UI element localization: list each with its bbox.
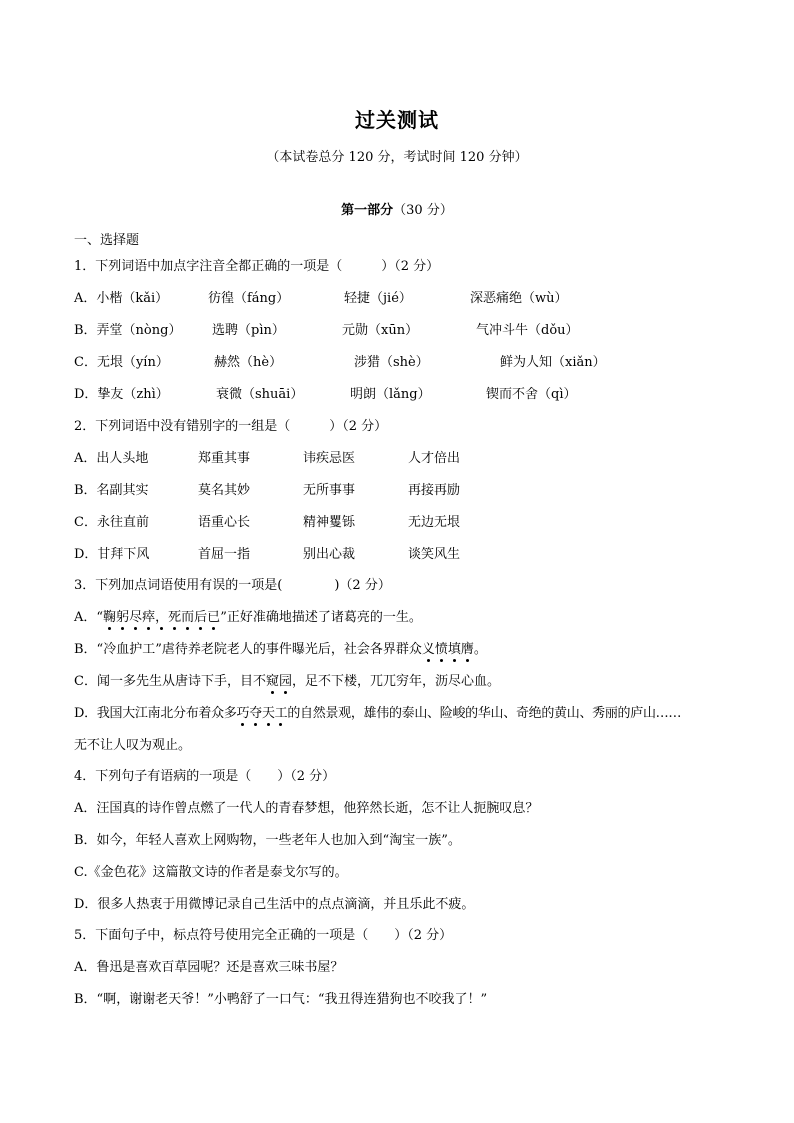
q2-b-2: 莫名其妙	[198, 483, 251, 498]
page-title: 过关测试	[355, 108, 439, 132]
q4-stem: 4．下列句子有语病的一项是（ ）（2 分）	[74, 769, 336, 784]
emphasis-dot-char: 义	[421, 642, 435, 657]
q2-b-1: B．名副其实	[74, 483, 149, 498]
q2-d-1: D．甘拜下风	[74, 547, 150, 562]
q2-b-3: 无所事事	[303, 483, 356, 498]
q1-d-1: D．挚友（zhì）	[74, 387, 169, 402]
q3-d-prefix: D．我国大江南北分布着众多	[74, 706, 237, 721]
q3-c-dotted-word	[266, 674, 292, 689]
emphasis-dot-char: 膺	[460, 642, 474, 657]
q2-d-2: 首屈一指	[198, 547, 251, 562]
emphasis-dot-char: 瘁	[142, 610, 156, 625]
emphasis-dot-char: 死	[168, 610, 182, 625]
emphasis-dot-char: 工	[274, 706, 288, 721]
q1-d-2: 衰微（shuāi）	[216, 387, 304, 402]
q1-b-2: 选聘（pìn）	[212, 323, 285, 338]
q1-stem: 1．下列词语中加点字注音全都正确的一项是（ ）（2 分）	[74, 259, 440, 274]
emphasis-dot-char: 尽	[129, 610, 143, 625]
q3-stem: 3．下列加点词语使用有误的一项是( )（2 分）	[74, 578, 391, 593]
q3-c-suffix: ，足不下楼，兀兀穷年，沥尽心血。	[291, 674, 500, 689]
emphasis-dot-char: 躬	[116, 610, 130, 625]
q2-d-4: 谈笑风生	[408, 547, 461, 562]
q3-a-prefix: A．“	[74, 610, 104, 625]
part-title: 第一部分	[341, 203, 394, 218]
q1-b-4: 气冲斗牛（dǒu）	[476, 323, 579, 338]
q2-a-3: 讳疾忌医	[303, 451, 356, 466]
q1-d-4: 锲而不舍（qì）	[486, 387, 577, 402]
q2-a-2: 郑重其事	[198, 451, 251, 466]
emphasis-dot-char: 天	[261, 706, 275, 721]
q2-c-2: 语重心长	[198, 515, 251, 530]
q1-a-1: A．小楷（kǎi）	[74, 291, 169, 306]
q2-b-4: 再接再励	[408, 483, 461, 498]
q4-option-b: B．如今，年轻人喜欢上网购物，一些老年人也加入到“淘宝一族”。	[74, 833, 461, 848]
q2-a-1: A．出人头地	[74, 451, 149, 466]
emphasis-dot-char: 愤	[434, 642, 448, 657]
q5-option-a: A．鲁迅是喜欢百草园呢？还是喜欢三味书屋？	[74, 960, 344, 975]
q2-c-3: 精神矍铄	[303, 515, 356, 530]
q3-c-prefix: C．闻一多先生从唐诗下手，目不	[74, 674, 266, 689]
emphasis-dot-char: 而	[181, 610, 195, 625]
q3-b-prefix: B．“冷血护工”虐待养老院老人的事件曝光后，社会各界群众	[74, 642, 422, 657]
part-score: （30 分）	[393, 203, 453, 218]
q1-c-3: 涉猎（shè）	[354, 355, 429, 370]
q3-option-a	[74, 606, 422, 625]
q1-b-3: 元勋（xūn）	[342, 323, 419, 338]
q4-option-c: C.《金色花》这篇散文诗的作者是泰戈尔写的。	[74, 865, 348, 880]
q2-c-1: C．永往直前	[74, 515, 149, 530]
emphasis-dot-char: 园	[278, 674, 292, 689]
part-heading	[0, 199, 794, 218]
emphasis-dot-char: 窥	[265, 674, 279, 689]
q3-d-dotted-word	[237, 706, 288, 721]
q3-d-suffix: 的自然景观，雄伟的泰山、险峻的华山、奇绝的黄山、秀丽的庐山……	[287, 706, 682, 721]
q1-c-1: C．无垠（yín）	[74, 355, 169, 370]
q1-d-3: 明朗（lǎng）	[350, 387, 431, 402]
emphasis-dot-char: 填	[447, 642, 461, 657]
q3-a-suffix: ”正好准确地描述了诸葛亮的一生。	[220, 610, 422, 625]
q4-option-a: A．汪国真的诗作曾点燃了一代人的青春梦想，他猝然长逝，怎不让人扼腕叹息？	[74, 801, 539, 816]
q2-stem: 2．下列词语中没有错别字的一组是（ ）（2 分）	[74, 419, 388, 434]
q2-c-4: 无边无垠	[408, 515, 461, 530]
q1-b-1: B．弄堂（nòng）	[74, 323, 182, 338]
q1-c-2: 赫然（hè）	[214, 355, 283, 370]
q2-a-4: 人才倍出	[408, 451, 461, 466]
q3-option-b	[74, 638, 487, 657]
q3-option-c	[74, 670, 500, 689]
q5-stem: 5．下面句子中，标点符号使用完全正确的一项是（ ）（2 分）	[74, 928, 453, 943]
q3-option-d-continued: 无不让人叹为观止。	[74, 738, 192, 753]
emphasis-dot-char: 已	[207, 610, 221, 625]
q1-a-3: 轻捷（jié）	[344, 291, 412, 306]
emphasis-dot-char: 鞠	[103, 610, 117, 625]
emphasis-dot-char: ，	[155, 610, 169, 625]
q1-a-2: 彷徨（fáng）	[208, 291, 290, 306]
emphasis-dot-char: 夺	[249, 706, 262, 721]
emphasis-dot-char: 巧	[236, 706, 250, 721]
emphasis-dot-char: 后	[194, 610, 208, 625]
q3-b-dotted-word	[422, 642, 474, 657]
q3-a-dotted-word	[103, 610, 220, 625]
section-label: 一、选择题	[74, 233, 140, 248]
q3-b-suffix: 。	[473, 642, 487, 657]
q2-d-3: 别出心裁	[303, 547, 356, 562]
q4-option-d: D．很多人热衷于用微博记录自己生活中的点点滴滴，并且乐此不疲。	[74, 897, 475, 912]
q1-a-4: 深恶痛绝（wù）	[470, 291, 568, 306]
q5-option-b: B．“啊，谢谢老天爷！”小鸭舒了一口气：“我丑得连猎狗也不咬我了！”	[74, 992, 488, 1007]
exam-subtitle: （本试卷总分 120 分，考试时间 120 分钟）	[266, 150, 528, 165]
q1-c-4: 鲜为人知（xiǎn）	[500, 355, 606, 370]
q3-option-d	[74, 702, 681, 721]
